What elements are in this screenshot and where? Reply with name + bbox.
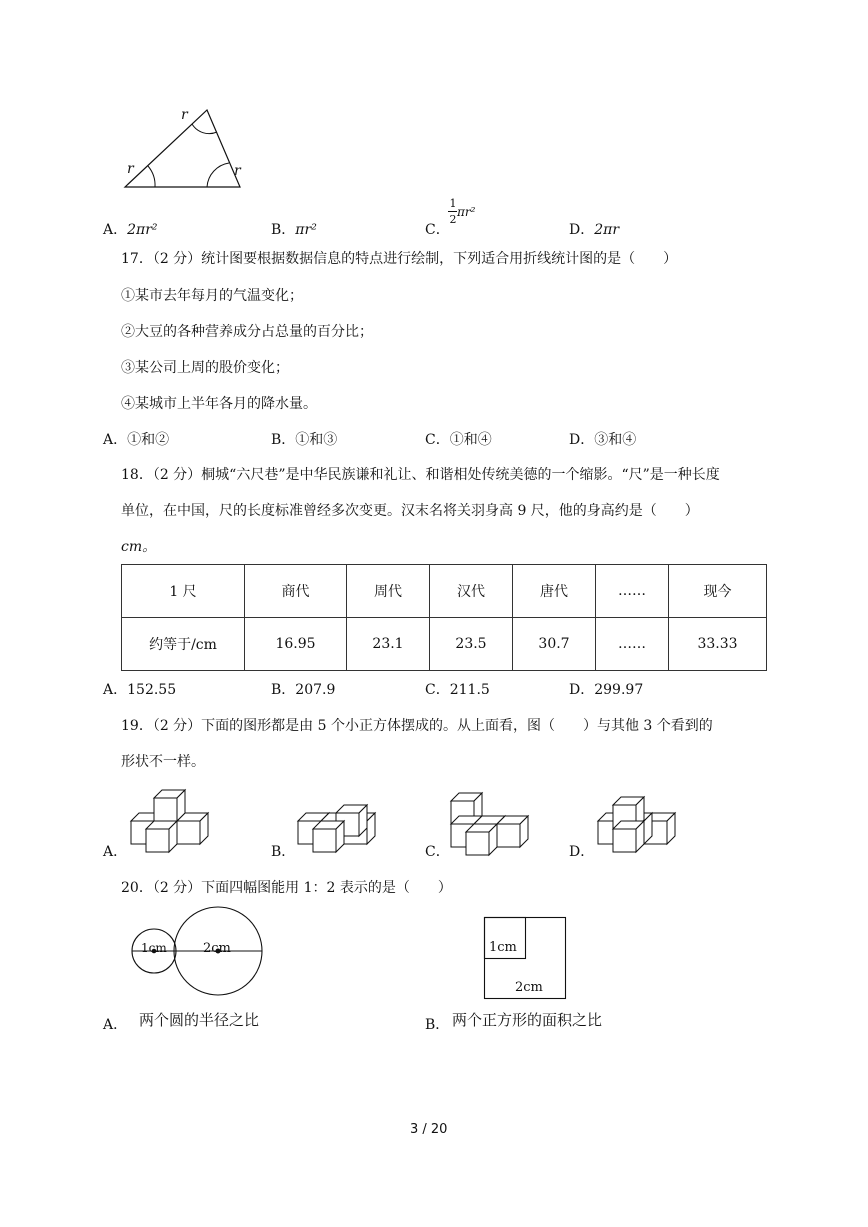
option-letter: A．	[103, 682, 128, 698]
table-cell: 23.5	[430, 618, 513, 671]
q19-option-a[interactable]	[103, 843, 127, 861]
table-cell: 33.33	[669, 618, 767, 671]
q16-option-c-rest: πr²	[457, 205, 476, 219]
option-value: ③和④	[594, 432, 637, 448]
table-cell: 约等于/cm	[122, 618, 245, 671]
option-letter: D．	[569, 222, 595, 238]
big-square-label: 2cm	[515, 980, 543, 995]
option-letter: D．	[569, 682, 595, 698]
option-value: πr²	[295, 222, 317, 238]
triangle-label-right: r	[234, 163, 241, 179]
option-letter: C．	[425, 682, 450, 698]
q18-stem-line2: 单位，在中国，尺的长度标准曾经多次变更。汉末名将关羽身高 9 尺，他的身高约是（ ）	[121, 503, 699, 519]
table-cell: 商代	[245, 565, 347, 618]
option-letter: A．	[103, 844, 128, 860]
table-cell: 汉代	[430, 565, 513, 618]
option-value: 207.9	[295, 682, 336, 698]
option-value: 299.97	[594, 682, 644, 698]
q17-item-2: ②大豆的各种营养成分占总量的百分比；	[121, 324, 373, 340]
option-value: ①和③	[295, 432, 338, 448]
triangle-label-left: r	[127, 161, 134, 177]
cube-figure-c	[451, 793, 528, 855]
q19-option-d[interactable]	[569, 843, 594, 861]
option-value: ①和④	[449, 432, 492, 448]
q20-option-b[interactable]	[425, 1016, 449, 1034]
table-cell: 唐代	[513, 565, 596, 618]
option-value: 2πr²	[127, 222, 158, 238]
option-letter: A．	[103, 432, 128, 448]
q18-stem-line1: 18．（2 分）桐城“六尺巷”是中华民族谦和礼让、和谐相处传统美德的一个缩影。“尺”是一种长度	[121, 467, 720, 483]
table-cell: 30.7	[513, 618, 596, 671]
option-value: 2πr	[594, 222, 620, 238]
q20-option-a-caption: 两个圆的半径之比	[139, 1011, 260, 1029]
option-letter: D．	[569, 432, 595, 448]
table-cell: 23.1	[347, 618, 430, 671]
q20-option-a[interactable]	[103, 1016, 127, 1034]
table-cell: 16.95	[245, 618, 347, 671]
option-letter: C．	[425, 432, 450, 448]
cube-figure-a	[131, 790, 208, 852]
q19-option-b[interactable]	[271, 843, 295, 861]
big-circle-label: 2cm	[203, 941, 231, 956]
option-letter: A．	[103, 222, 128, 238]
option-letter: B．	[271, 432, 296, 448]
q17-stem: 17．（2 分）统计图要根据数据信息的特点进行绘制，下列适合用折线统计图的是（ ）	[121, 251, 678, 267]
q17-item-4: ④某城市上半年各月的降水量。	[121, 396, 317, 412]
table-cell: 现今	[669, 565, 767, 618]
option-value: ①和②	[127, 432, 170, 448]
option-value: 152.55	[127, 682, 177, 698]
fraction-numerator: 1	[449, 197, 457, 210]
q19-option-c[interactable]	[425, 843, 450, 861]
table-cell: ……	[596, 565, 669, 618]
small-square-label: 1cm	[489, 940, 517, 955]
option-letter: A．	[103, 1017, 128, 1033]
option-letter: C．	[425, 844, 450, 860]
q18-stem-line3: cm。	[121, 539, 157, 555]
option-letter: B．	[271, 844, 296, 860]
cube-figure-d	[598, 797, 675, 852]
option-letter: D．	[569, 844, 595, 860]
q20-option-b-caption: 两个正方形的面积之比	[452, 1011, 603, 1029]
small-circle-label: 1cm	[141, 941, 167, 955]
page-number: 3 / 20	[410, 1122, 448, 1137]
q19-stem-line2: 形状不一样。	[121, 754, 205, 770]
q20-stem: 20．（2 分）下面四幅图能用 1：2 表示的是（ ）	[121, 880, 452, 896]
cube-figure-b	[298, 805, 375, 852]
q19-stem-line1: 19．（2 分）下面的图形都是由 5 个小正方体摆成的。从上面看，图（ ）与其他 3 个看到的	[121, 718, 713, 734]
table-cell: ……	[596, 618, 669, 671]
option-letter: B．	[425, 1017, 450, 1033]
option-letter: C．	[425, 222, 450, 238]
table-cell: 1 尺	[122, 565, 245, 618]
option-letter: B．	[271, 682, 296, 698]
option-value: 211.5	[449, 682, 490, 698]
fraction-denominator: 2	[449, 213, 457, 226]
q17-item-3: ③某公司上周的股价变化；	[121, 360, 289, 376]
table-cell: 周代	[347, 565, 430, 618]
option-letter: B．	[271, 222, 296, 238]
triangle-label-top: r	[181, 107, 188, 123]
q17-item-1: ①某市去年每月的气温变化；	[121, 288, 303, 304]
